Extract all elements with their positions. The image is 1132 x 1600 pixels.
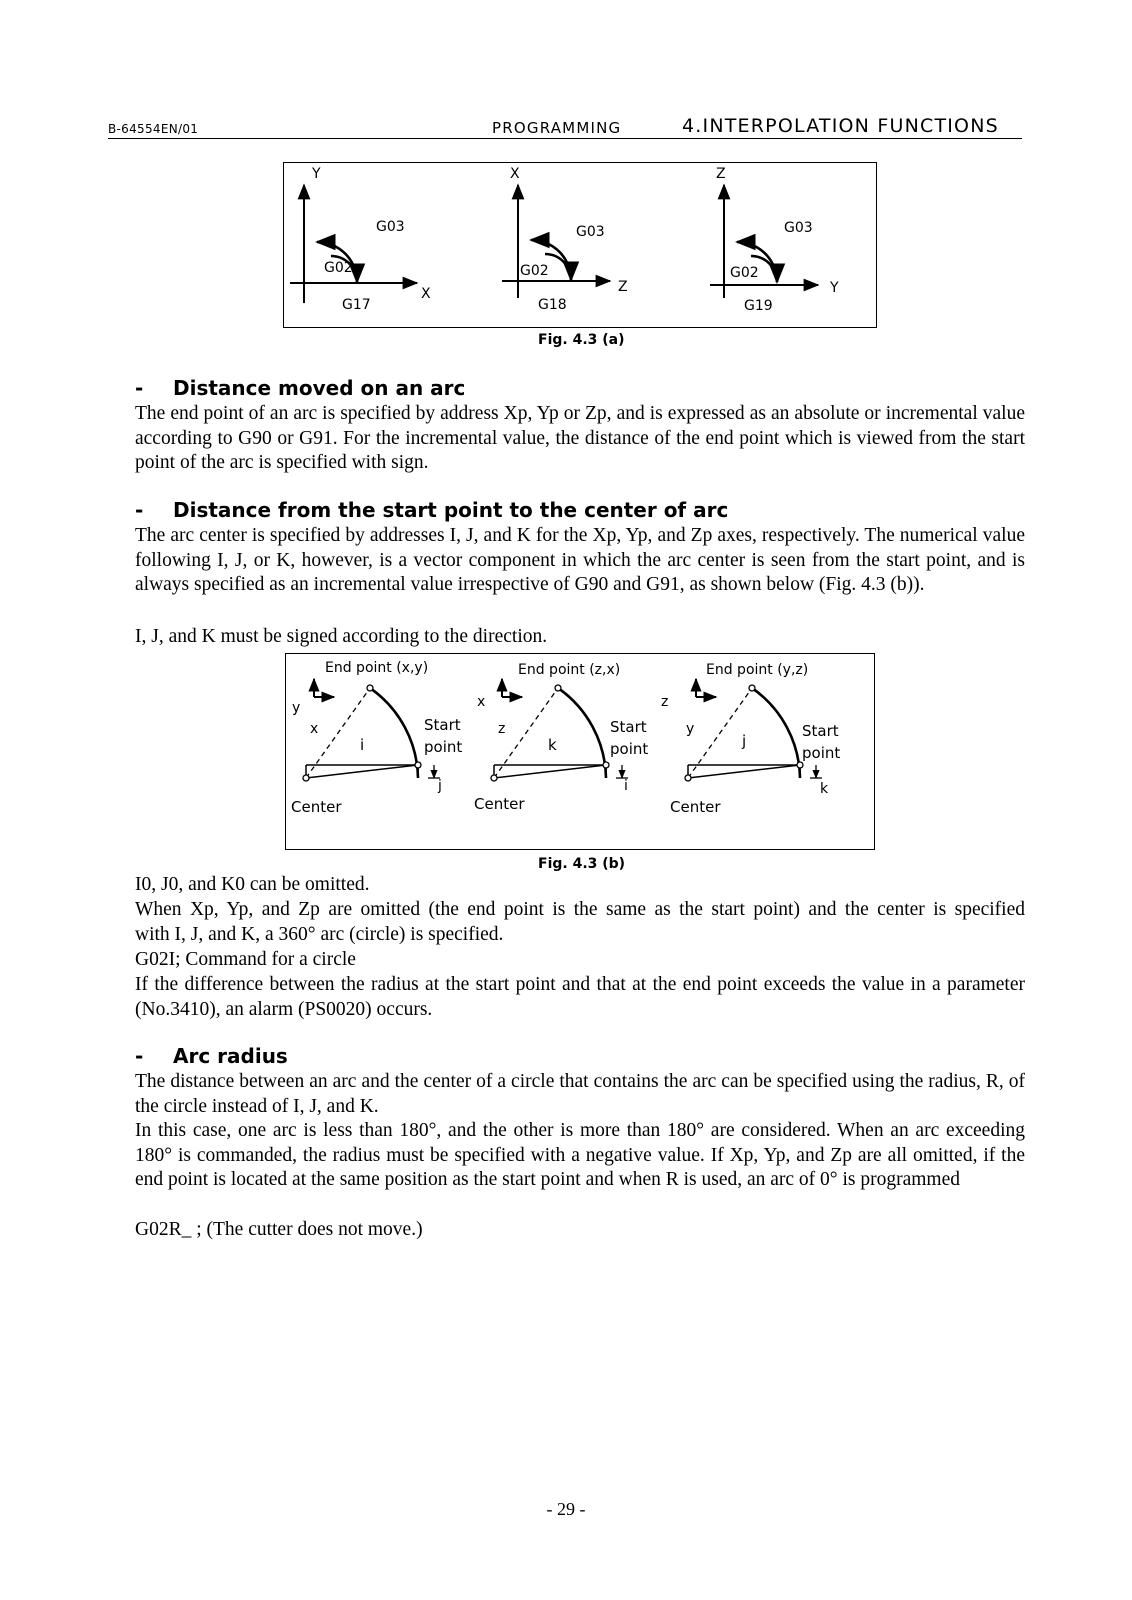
chapter-title: 4.INTERPOLATION FUNCTIONS	[682, 115, 999, 137]
start-point-label: Start	[802, 722, 839, 740]
vector-label: j	[742, 732, 747, 750]
g02-label: G02	[520, 263, 549, 279]
axis-label: x	[310, 721, 319, 737]
axis-label: Z	[618, 279, 628, 295]
paragraph: If the difference between the radius at the start point and that at the end point exceeds the value in a parameter (No.3410), an alarm (PS0020) occurs.	[135, 974, 1025, 1020]
axis-label: Z	[716, 166, 726, 182]
end-point-label: End point (x,y)	[325, 660, 429, 676]
center-label: Center	[670, 798, 721, 816]
start-point-label: Start	[610, 718, 647, 736]
axis-label: x	[477, 694, 486, 710]
page-number: - 29 -	[546, 1499, 586, 1519]
center-label: Center	[474, 795, 525, 813]
g03-label: G03	[576, 224, 605, 240]
g02-label: G02	[730, 265, 759, 281]
figure-caption: Fig. 4.3 (b)	[538, 856, 626, 872]
figure-4-3a	[283, 162, 877, 328]
plane-code-label: G19	[744, 298, 773, 314]
fig-a-panel-g18	[502, 166, 628, 313]
paragraph-line: When Xp, Yp, and Zp are omitted (the end point is the same as the start point) and the center is specified	[135, 899, 1025, 920]
figure-4-3b	[285, 653, 875, 850]
fig-b-panel-yz	[661, 662, 840, 816]
paragraph-line: G02I; Command for a circle	[135, 949, 356, 970]
section-heading: - Distance moved on an arc	[135, 376, 466, 400]
paragraph-line: with I, J, and K, a 360° arc (circle) is specified.	[135, 924, 504, 945]
axis-label: z	[661, 694, 669, 710]
start-point-label: point	[424, 738, 463, 756]
axis-label: y	[686, 721, 695, 737]
plane-code-label: G17	[342, 297, 371, 313]
axis-label: z	[498, 721, 506, 737]
start-point-label: point	[802, 744, 841, 762]
g03-label: G03	[376, 219, 405, 235]
start-point-label: Start	[424, 716, 461, 734]
vector-label: j	[438, 778, 442, 794]
figure-caption: Fig. 4.3 (a)	[538, 332, 625, 348]
start-point-label: point	[610, 740, 649, 758]
g02-label: G02	[324, 260, 353, 276]
vector-label: k	[820, 781, 829, 797]
paragraph-line: I, J, and K must be signed according to the direction.	[135, 626, 548, 647]
g03-label: G03	[784, 220, 813, 236]
section-heading: - Distance from the start point to the center of arc	[135, 498, 729, 522]
fig-b-panel-xy	[291, 660, 462, 816]
paragraph: The distance between an arc and the center of a circle that contains the arc can be specified using the radius, R, of the circle instead of I, J, and K.	[135, 1071, 1025, 1117]
paragraph: In this case, one arc is less than 180°, and the other is more than 180° are considered. When an arc exceeding 180° is commanded, the radius must be specified with a negative value. If Xp, Yp, and Zp are all omitted, if the end point is located at the same position as the start point and when R is used, an arc of 0° is programmed	[135, 1120, 1025, 1190]
document-code: B-64554EN/01	[108, 122, 199, 136]
fig-a-panel-g17	[290, 166, 431, 313]
section-title: PROGRAMMING	[492, 119, 622, 137]
plane-selection-diagram	[284, 163, 878, 329]
paragraph: The arc center is specified by addresses I, J, and K for the Xp, Yp, and Zp axes, respectively. The numerical value following I, J, or K, however, is a vector component in which the arc center is seen from the start point, and is always specified as an incremental value irrespective of G90 and G91, as shown below (Fig. 4.3 (b)).	[135, 525, 1025, 595]
fig-b-panel-zx	[474, 662, 648, 813]
center-label: Center	[291, 798, 342, 816]
section-heading: - Arc radius	[135, 1044, 288, 1068]
arc-geometry	[303, 679, 440, 781]
arc-geometry	[491, 679, 628, 781]
axis-label: Y	[830, 280, 839, 296]
vector-label: i	[360, 736, 365, 754]
axis-label: Y	[312, 166, 321, 182]
plane-code-label: G18	[538, 297, 567, 313]
axis-label: X	[421, 286, 431, 302]
vector-label: k	[548, 736, 557, 754]
paragraph: The end point of an arc is specified by address Xp, Yp or Zp, and is expressed as an absolute or incremental value according to G90 or G91. For the incremental value, the distance of the end point which is viewed from the start point of the arc is specified with sign.	[135, 403, 1025, 473]
end-point-label: End point (z,x)	[518, 662, 621, 678]
end-point-label: End point (y,z)	[706, 662, 809, 678]
axis-label: y	[292, 700, 301, 716]
header-rule	[108, 138, 1022, 139]
fig-a-panel-g19	[710, 166, 839, 314]
paragraph-line: I0, J0, and K0 can be omitted.	[135, 874, 370, 895]
paragraph-line: G02R_ ; (The cutter does not move.)	[135, 1219, 423, 1240]
vector-label: i	[624, 778, 628, 794]
axis-label: X	[510, 166, 520, 182]
arc-center-diagram	[286, 654, 876, 851]
